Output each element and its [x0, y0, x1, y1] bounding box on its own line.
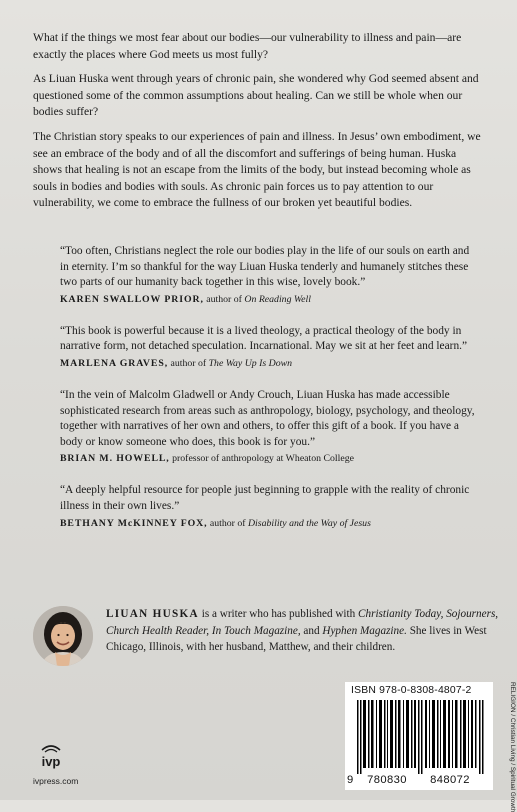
endorsement	[60, 324, 480, 371]
bio-text: is a writer who has published with	[198, 608, 359, 620]
bio-text: and	[300, 624, 323, 637]
barcode	[345, 682, 493, 790]
logo-text: ivp	[41, 754, 61, 769]
book-description	[33, 30, 483, 220]
barcode-bars-icon	[355, 700, 485, 774]
publisher-url[interactable]: ivpress.com	[33, 776, 79, 786]
author-bio-text	[106, 606, 501, 656]
endorsement-attribution	[60, 293, 480, 307]
endorser-work: The Way Up Is Down	[208, 357, 293, 369]
endorsement	[60, 483, 480, 530]
endorsement-attribution	[60, 517, 480, 531]
endorser-name: KAREN SWALLOW PRIOR,	[60, 293, 204, 305]
bio-publications: Christianity Today, Sojourners, Church Health Reader, In Touch Magazine,	[106, 608, 499, 637]
description-paragraph: As Liuan Huska went through years of chronic pain, she wondered why God seemed absent and questioned some of the common assumptions about healing. Can we still be whole when our bodies suffer?	[33, 72, 479, 119]
endorsement-text: “This book is powerful because it is a lived theology, a practical theology of the body in narrative form, not detached speculation. Incarnational. May we sit at her feet and learn.”	[60, 324, 468, 353]
endorsement-attribution	[60, 357, 480, 371]
endorser-role: professor of anthropology at Wheaton College	[169, 453, 354, 465]
endorser-name: MARLENA GRAVES,	[60, 357, 169, 369]
bio-publications: Hyphen Magazine.	[322, 624, 407, 637]
barcode-digits-left: 780830	[367, 774, 407, 786]
author-photo	[33, 606, 93, 666]
endorsements	[60, 244, 480, 548]
bio-text: She lives in West Chicago, Illinois, with her husband, Matthew, and their children.	[106, 624, 487, 654]
endorsement-text: “Too often, Christians neglect the role our bodies play in the life of our souls on earth and in eternity. I’m so thankful for the way Liuan Huska tenderly and humanely stitches these two parts of our humanity back together in this wise, lovely book.”	[60, 245, 470, 289]
endorser-role: author of	[168, 357, 209, 369]
ivp-logo-icon	[38, 740, 64, 770]
endorser-role: author of	[203, 293, 245, 305]
endorser-work: Disability and the Way of Jesus	[247, 517, 371, 529]
bisac-category: RELIGION / Christian Living / Spiritual Growth	[509, 682, 516, 812]
endorsement-attribution	[60, 452, 480, 466]
barcode-digits-right: 848072	[430, 774, 470, 786]
endorsement-text: “In the vein of Malcolm Gladwell or Andy Crouch, Liuan Huska has made accessible sophisticated research from areas such as anthropology, biology, psychology, and theology, together with narratives of her own and others, to offer this gift of a book. If you have a body or know someone who does, this book is for you.”	[60, 388, 475, 448]
endorsement	[60, 388, 480, 466]
author-bio	[106, 606, 501, 656]
author-portrait-icon	[33, 606, 93, 666]
endorser-name: BETHANY McKINNEY FOX,	[60, 517, 208, 529]
endorser-work: On Reading Well	[244, 293, 311, 305]
endorsement-text: “A deeply helpful resource for people just beginning to grapple with the reality of chronic illness in their own lives.”	[60, 484, 470, 512]
isbn-label: ISBN 978-0-8308-4807-2	[351, 685, 472, 696]
author-name: LIUAN HUSKA	[106, 608, 199, 620]
barcode-number	[347, 774, 489, 786]
endorser-role: author of	[207, 517, 248, 529]
barcode-digit-lead: 9	[347, 774, 354, 786]
endorser-name: BRIAN M. HOWELL,	[60, 453, 170, 465]
category-label	[490, 682, 516, 812]
endorsement	[60, 244, 480, 307]
description-paragraph: What if the things we most fear about our bodies—our vulnerability to illness and pain—are exactly the places where God meets us most fully?	[33, 31, 462, 61]
description-paragraph: The Christian story speaks to our experiences of pain and illness. In Jesus’ own embodiment, we see an embrace of the body and of all the discomfort and sufferings of being human. Huska shows that healing is not an escape from the limits of the body, but instead becoming whole as souls in bodies and bodies with souls. As chronic pain forces us to pay attention to our vulnerability, we come to embrace the fullness of our broken yet beautiful bodies.	[33, 129, 481, 210]
